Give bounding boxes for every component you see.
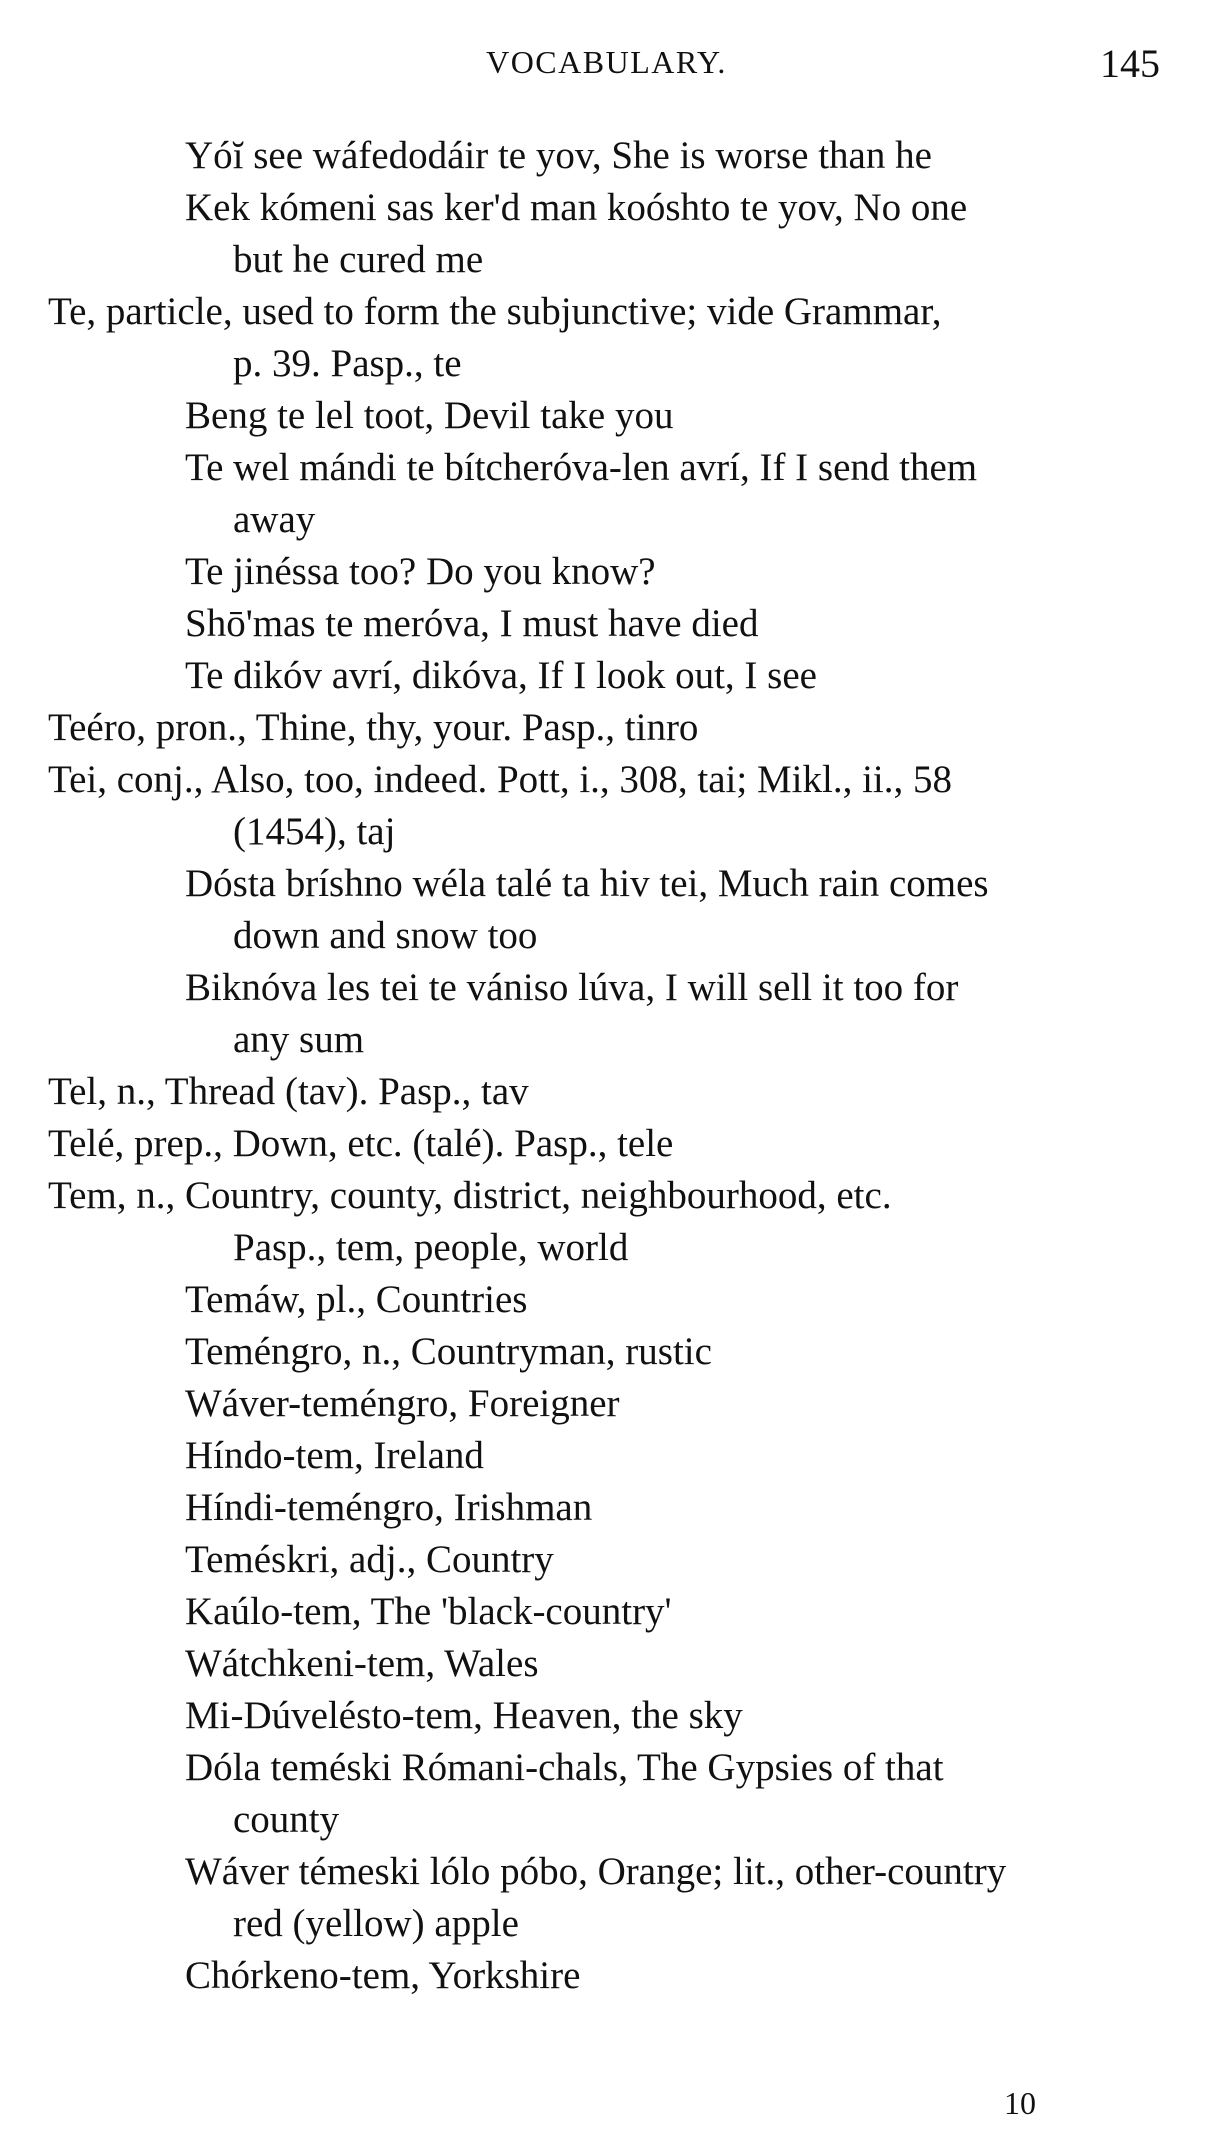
text-line: Yóĭ see wáfedodáir te yov, She is worse than he (185, 134, 932, 177)
text-line: Biknóva les tei te vániso lúva, I will sell it too for (185, 966, 959, 1009)
entry-headword-line: Teéro, pron., Thine, thy, your. Pasp., tinro (48, 706, 699, 749)
text-line: Híndo-tem, Ireland (185, 1434, 484, 1477)
text-line: Dósta bríshno wéla talé ta hiv tei, Much rain comes (185, 862, 989, 905)
entry-headword-line: Telé, prep., Down, etc. (talé). Pasp., tele (48, 1122, 674, 1165)
text-line: away (233, 498, 316, 541)
page-number: 145 (1100, 41, 1160, 86)
text-line: Chórkeno-tem, Yorkshire (185, 1954, 581, 1997)
text-line: Híndi-teméngro, Irishman (185, 1486, 593, 1529)
text-line: Kek kómeni sas ker'd man koóshto te yov, No one (185, 186, 968, 229)
text-line: Shō'mas te meróva, I must have died (185, 602, 759, 645)
text-line: Wáver témeski lólo póbo, Orange; lit., other-country (185, 1850, 1007, 1893)
text-line: Teméskri, adj., Country (185, 1538, 554, 1581)
text-line: down and snow too (233, 914, 538, 957)
entry-headword-line: Tem, n., Country, county, district, neighbourhood, etc. (48, 1174, 892, 1217)
text-line: red (yellow) apple (233, 1902, 519, 1945)
text-line: Te dikóv avrí, dikóva, If I look out, I see (185, 654, 817, 697)
text-line: any sum (233, 1018, 365, 1061)
text-line: Te jinéssa too? Do you know? (185, 550, 656, 593)
entry-headword-line: Te, particle, used to form the subjunctive; vide Grammar, (48, 290, 942, 333)
text-line: Te wel mándi te bítcheróva-len avrí, If I send them (185, 446, 978, 489)
text-line: Teméngro, n., Countryman, rustic (185, 1330, 712, 1373)
text-line: but he cured me (233, 238, 484, 281)
entry-headword-line: Tel, n., Thread (tav). Pasp., tav (48, 1070, 529, 1113)
text-line: (1454), taj (233, 810, 396, 853)
text-line: Kaúlo-tem, The 'black-country' (185, 1590, 672, 1633)
running-header: VOCABULARY. (486, 44, 727, 80)
text-line: Temáw, pl., Countries (185, 1278, 528, 1321)
entry-headword-line: Tei, conj., Also, too, indeed. Pott, i., 308, tai; Mikl., ii., 58 (48, 758, 952, 801)
text-line: county (233, 1798, 340, 1841)
text-line: Beng te lel toot, Devil take you (185, 394, 674, 437)
text-line: Mi-Dúvelésto-tem, Heaven, the sky (185, 1694, 743, 1737)
text-line: Wátchkeni-tem, Wales (185, 1642, 539, 1685)
text-line: Wáver-teméngro, Foreigner (185, 1382, 620, 1425)
signature-mark: 10 (1004, 2085, 1036, 2121)
text-line: p. 39. Pasp., te (233, 342, 462, 385)
text-line: Pasp., tem, people, world (233, 1226, 629, 1269)
text-line: Dóla teméski Rómani-chals, The Gypsies of that (185, 1746, 944, 1789)
